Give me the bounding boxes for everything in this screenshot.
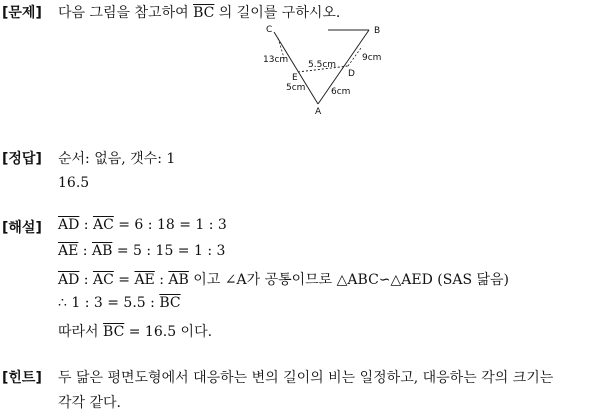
answer-tag: [정답] [2, 151, 42, 167]
problem-tag: [문제] [2, 5, 42, 21]
problem-text-after: 의 길이를 구하시오. [214, 5, 341, 21]
conclusion-rest: = 16.5 이다. [124, 324, 213, 340]
seg-ac: $\overline{AC}$ [92, 217, 114, 233]
conclusion-pre: 따라서 [58, 324, 104, 340]
similarity-text: 이고 ∠A가 공통이므로 △ABC∽△AED (SAS 닮음) [188, 272, 509, 288]
label-a: A [315, 107, 322, 114]
label-e: E [292, 73, 298, 83]
len-ad: 6cm [331, 87, 351, 97]
seg-ad: $\overline{AD}$ [58, 217, 80, 233]
segment-bc: $\overline{BC}$ [193, 5, 215, 21]
solution-line-2: $\overline{AE}$ : $\overline{AB} = 5$ : 15 = 1 : 3 [58, 243, 226, 259]
answer-value: 16.5 [58, 175, 90, 191]
ratio-text: = 6 : 18 = 1 : 3 [113, 217, 227, 233]
seg-bc: $\overline{BC}$ [103, 324, 125, 340]
len-ce: 13cm [263, 55, 289, 65]
solution-line-5 [58, 321, 212, 341]
seg-ab: $\overline{AB}$ [91, 243, 113, 259]
solution-line-3: $\overline{AD}$ : $\overline{AC} = \overline{AE}$ : $\overline{AB}$ 이고 ∠A가 공통이므로 △ABC∽△AED (SAS 닮음) [58, 272, 509, 288]
seg-bc: $\overline{BC}$ [159, 295, 181, 311]
problem-text [58, 2, 340, 22]
solution-tag: [해설] [2, 220, 42, 236]
seg-ad: $\overline{AD}$ [58, 272, 80, 288]
problem-text-before: 다음 그림을 참고하여 [58, 5, 194, 21]
len-ed: 5.5cm [308, 60, 337, 70]
solution-line-4 [58, 295, 181, 311]
label-d: D [348, 69, 355, 79]
hint-line-2: 각각 같다. [58, 395, 121, 411]
therefore-text: ∴ 1 : 3 = 5.5 : [58, 295, 160, 311]
label-b: B [374, 26, 381, 36]
ratio-text: = 5 : 15 = 1 : 3 [112, 243, 226, 259]
seg-ae: $\overline{AE}$ [58, 243, 79, 259]
label-c: C [266, 25, 273, 35]
seg-ab: $\overline{AB}$ [168, 272, 189, 288]
seg-ac: $\overline{AC}$ [92, 272, 114, 288]
len-db: 9cm [362, 53, 382, 63]
len-ea: 5cm [286, 83, 306, 93]
triangle-figure [256, 22, 396, 114]
hint-line-1: 두 닮은 평면도형에서 대응하는 변의 길이의 비는 일정하고, 대응하는 각의 크기는 [58, 370, 554, 386]
seg-ae: $\overline{AE}$ [134, 272, 155, 288]
answer-meta: 순서: 없음, 갯수: 1 [58, 151, 176, 167]
hint-tag: [힌트] [2, 370, 42, 386]
solution-line-1: $\overline{AD}$ : $\overline{AC} = 6$ : 18 = 1 : 3 [58, 217, 227, 233]
